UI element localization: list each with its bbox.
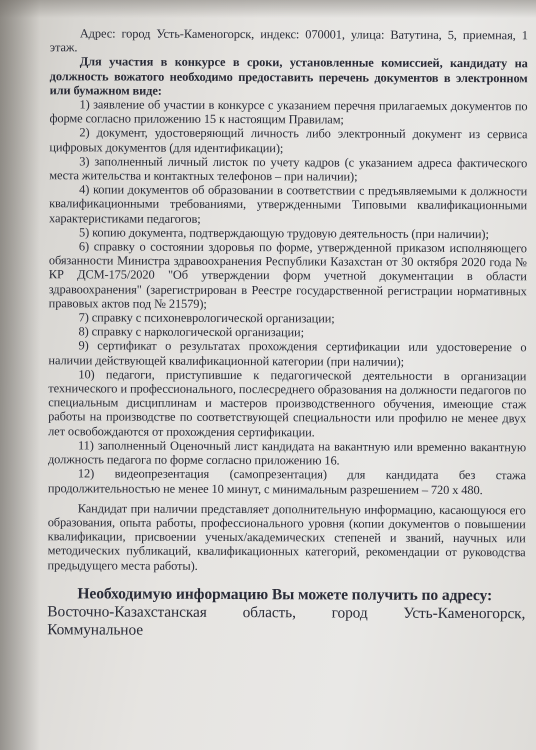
list-item-10: 10) педагоги, приступившие к педагогической деятельности в организации технического и профессионального, послесреднего образования на должности педагогов по специальным дисциплинам и мастеров производственного обучения, имеющие стаж работы на производстве по соответствующей специальности или профилю не менее двух лет освобождаются от прохождения сертификации. <box>48 367 527 440</box>
list-item-4: 4) копии документов об образовании в соответствии с предъявляемыми к должности квалификационными требованиями, утвержденными Типовыми квалификационными характеристиками педагогов; <box>49 182 528 226</box>
list-item-6: 6) справку о состоянии здоровья по форме, утвержденной приказом исполняющего обязанности Министра здравоохранения Республики Казахстан от 30 октября 2020 года № КР ДСМ-175/2020 "Об утверждении форм учетной документации в области здравоохранения" (зарегистрирован в Реестре государственной регистрации нормативных правовых актов под № 21579); <box>48 239 527 311</box>
list-item-12: 12) видеопрезентация (самопрезентация) для кандидата без стажа продолжительностью не менее 10 минут, с минимальным разрешением – 720 x 480. <box>47 466 526 497</box>
list-item-7: 7) справку с психоневрологической организации; <box>78 310 335 326</box>
list-item-2: 2) документ, удостоверяющий личность либо электронный документ из сервиса цифровых документов (для идентификации); <box>49 125 528 155</box>
address-line: Адрес: город Усть-Каменогорск, индекс: 070001, улица: Ватутина, 5, приемная, 1 этаж. <box>49 26 528 55</box>
final-address-line: Восточно-Казахстанская область, город Усть-Каменогорск, Коммунальное <box>47 602 526 639</box>
list-item-3: 3) заполненный личный листок по учету кадров (с указанием адреса фактического места жительства и контактных телефонов – при наличии); <box>49 154 528 184</box>
document-text <box>47 26 528 641</box>
intro-paragraph: Для участия в конкурсе в сроки, установленные комиссией, кандидату на должность вожатого необходимо предоставить перечень документов в электронном или бумажном виде: <box>49 54 528 98</box>
list-item-1: 1) заявление об участии в конкурсе с указанием перечня прилагаемых документов по форме согласно приложению 15 к настоящим Правилам; <box>49 97 528 127</box>
additional-info-paragraph: Кандидат при наличии представляет дополнительную информацию, касающуюся его образования, опыта работы, профессионального уровня (копии документов о повышении квалификации, присвоении ученых/академических степеней и званий, научных или методических публикаций, квалификационных категорий, рекомендации от руководства предыдущего места работы). <box>47 501 526 573</box>
list-item-5: 5) копию документа, подтверждающую трудовую деятельность (при наличии); <box>78 225 489 241</box>
info-heading: Необходимую информацию Вы можете получить по адресу: <box>77 585 493 604</box>
list-item-11: 11) заполненный Оценочный лист кандидата на вакантную или временно вакантную должность педагога по форме согласно приложению 16. <box>47 438 527 468</box>
list-item-9: 9) сертификат о результатах прохождения сертификации или удостоверение о наличии действующей квалификационной категории (при наличии); <box>48 338 527 369</box>
list-item-8: 8) справку с наркологической организации; <box>78 324 304 340</box>
